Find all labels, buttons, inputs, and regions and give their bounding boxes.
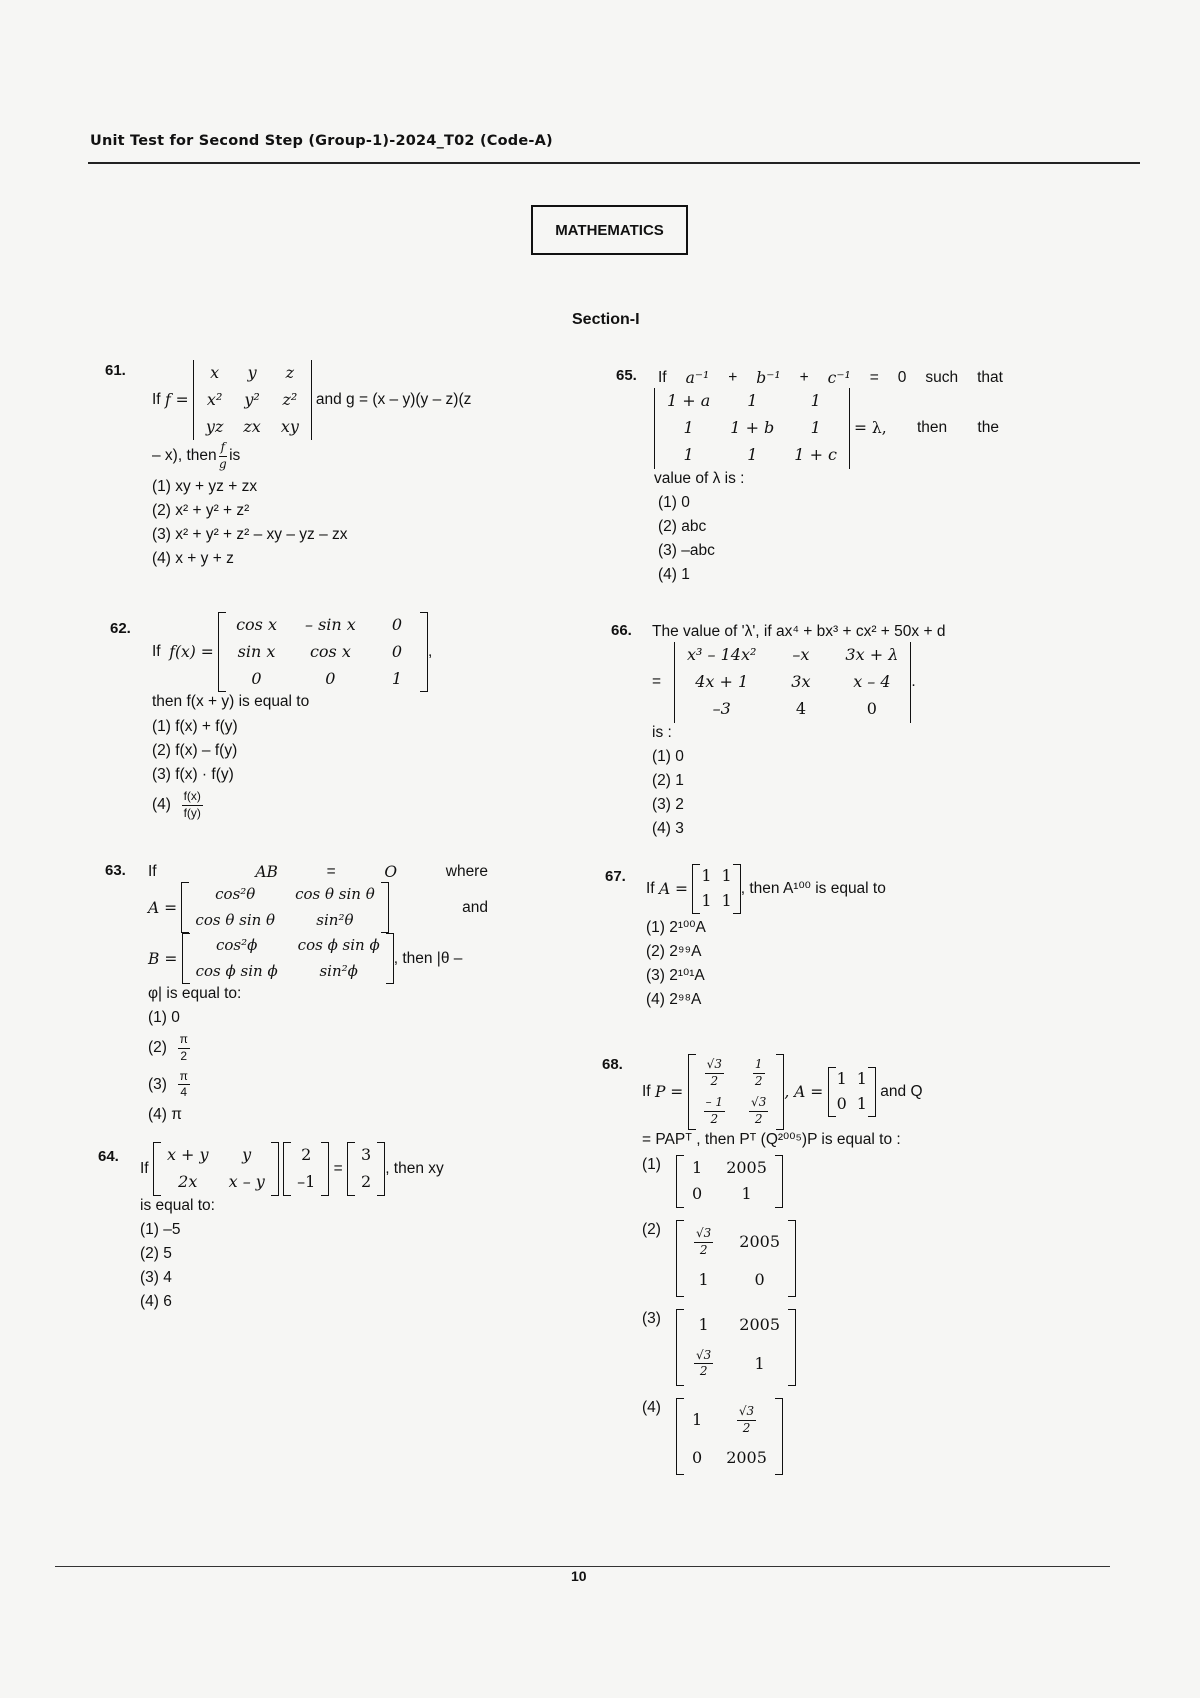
q67: If A = 1 1 1 1 , then A¹⁰⁰ is equal to (1) 2¹⁰⁰A (2) 2⁹⁹A (3) 2¹⁰¹A (4) 2⁹⁸A (646, 864, 986, 1014)
q61-g: and g = (x – y)(y – z)(z (315, 391, 472, 409)
q66: The value of 'λ', if ax⁴ + bx³ + cx² + 50x + d = x³ – 14x² –x 3x + λ 4x + 1 3x x – 4 –3 4 0 . is : (1) 0 (2) 1 (3) 2 (4) 3 (652, 622, 1012, 843)
q66-text: The value of 'λ', if ax⁴ + bx³ + cx² + 50x + d (652, 623, 946, 640)
q62-matrix: cos x – sin x 0 sin x cos x 0 0 0 1 (218, 612, 428, 692)
q68-number: 68. (602, 1056, 623, 1073)
header-rule (88, 162, 1140, 164)
q65-number: 65. (616, 367, 637, 384)
q63-number: 63. (105, 862, 126, 879)
q64-number: 64. (98, 1148, 119, 1165)
q66-number: 66. (611, 622, 632, 639)
q63-option-3: (3) $\frac{\pi}{4}$ (148, 1068, 188, 1100)
page-header: Unit Test for Second Step (Group-1)-2024_T02 (Code-A) (90, 133, 553, 149)
q63: If AB = O where A = cos²θ cos θ sin θ cos θ sin θ sin²θ and B = cos²ϕ cos ϕ sin ϕ cos ϕ sin ϕ sin²ϕ , then |θ – φ| is equal to: (1) 0 (2) $\frac{\pi}{2}$ (3) $\frac{\pi}{4}$ (4) π (148, 862, 488, 1129)
q61-f: f = (164, 391, 189, 410)
q63-option-2: (2) $\frac{\pi}{2}$ (148, 1032, 188, 1064)
q66-option-1: (1) 0 (652, 747, 684, 765)
q61-if: If (152, 391, 161, 409)
q62-option-3: (3) f(x) · f(y) (152, 765, 234, 783)
q61-then: – x), then (152, 447, 217, 465)
q67-matrix: 1 1 1 1 (692, 864, 740, 914)
q65-determinant: 1 + a 1 1 1 1 + b 1 1 1 1 + c (654, 388, 850, 468)
q66-option-4: (4) 3 (652, 820, 684, 838)
q65: If a⁻¹ + b⁻¹ + c⁻¹ = 0 such that 1 + a 1 1 1 1 + b 1 1 1 1 + c = λ, then the value of λ is : (1) 0 (2) abc (3) –abc (4) 1 (658, 368, 1003, 589)
q65-option-2: (2) abc (658, 517, 707, 535)
footer-rule (55, 1566, 1110, 1567)
q67-option-1: (1) 2¹⁰⁰A (646, 918, 706, 936)
q62-number: 62. (110, 620, 131, 637)
q64-option-3: (3) 4 (140, 1269, 172, 1287)
q62-option-4: (4) $\frac{f(x)}{f(y)}$ (152, 788, 201, 820)
q62-option-2: (2) f(x) – f(y) (152, 741, 238, 759)
q64-matrix: x + y y 2x x – y (153, 1142, 279, 1196)
page-number: 10 (571, 1568, 587, 1584)
q62-fx: f(x) = (169, 643, 214, 662)
q68-option-2: (2) $\frac{√3}{2}$ 2005 1 0 (642, 1220, 1002, 1297)
q66-option-3: (3) 2 (652, 795, 684, 813)
q64-option-2: (2) 5 (140, 1244, 172, 1262)
q63-matrix-b: cos²ϕ cos ϕ sin ϕ cos ϕ sin ϕ sin²ϕ (182, 933, 394, 984)
q63-option-4: (4) π (148, 1105, 182, 1123)
q61-fraction: $\frac{f}{g}$ (219, 440, 227, 471)
q68: If P = $\frac{√3}{2}$ $\frac{1}{2}$ $\frac{- 1}{2}$ $\frac{√3}{2}$ , A = 1 1 0 1 and Q = PAPᵀ , then Pᵀ (Q²⁰⁰⁵)P is equal to : (1) 1 2005 0 1 (2) $\frac{√3}{2}$ 2005 1 0 (3) 1 2005 $\frac{√3}{2}$ 1 (4) 1 $\frac{√3}{2}$ 0 2005 (642, 1054, 1002, 1475)
q67-number: 67. (605, 868, 626, 885)
q64-result: 3 2 (347, 1142, 385, 1196)
q67-option-2: (2) 2⁹⁹A (646, 942, 702, 960)
section-title: Section-I (572, 311, 640, 328)
q64-option-1: (1) –5 (140, 1220, 181, 1238)
q66-determinant: x³ – 14x² –x 3x + λ 4x + 1 3x x – 4 –3 4 0 (674, 642, 911, 722)
q67-option-3: (3) 2¹⁰¹A (646, 966, 705, 984)
q61-option-2: (2) x² + y² + z² (152, 501, 250, 519)
q64: If x + y y 2x x – y 2 –1 = 3 2 , then xy is equal to: (1) –5 (2) 5 (3) 4 (4) 6 (140, 1142, 540, 1316)
q61-option-4: (4) x + y + z (152, 550, 234, 567)
q68-option-3: (3) 1 2005 $\frac{√3}{2}$ 1 (642, 1309, 1002, 1386)
q63-matrix-a: cos²θ cos θ sin θ cos θ sin θ sin²θ (181, 882, 388, 933)
q68-option-4: (4) 1 $\frac{√3}{2}$ 0 2005 (642, 1398, 1002, 1475)
q67-option-4: (4) 2⁹⁸A (646, 991, 702, 1009)
q68-matrix-a: 1 1 0 1 (828, 1067, 876, 1117)
q68-option-1: (1) 1 2005 0 1 (642, 1155, 1002, 1209)
q61: If f = x y z x² y² z² yz zx xy and g = (x – y)(y – z)(z – x), then $\frac{f}{g}$ is (1) xy + yz + zx (2) x² + y² + z² (3) x² + y² + z² – xy – yz – zx (4) x + y + z (152, 360, 532, 573)
q62-option-1: (1) f(x) + f(y) (152, 717, 238, 735)
q61-determinant: x y z x² y² z² yz zx xy (193, 360, 312, 440)
q65-option-1: (1) 0 (658, 493, 690, 511)
q65-option-3: (3) –abc (658, 541, 715, 559)
q61-option-1: (1) xy + yz + zx (152, 477, 258, 495)
q64-option-4: (4) 6 (140, 1293, 172, 1311)
q61-option-3: (3) x² + y² + z² – xy – yz – zx (152, 525, 348, 543)
subject-box: MATHEMATICS (531, 205, 688, 255)
q63-option-1: (1) 0 (148, 1009, 180, 1027)
q61-number: 61. (105, 362, 126, 379)
q66-option-2: (2) 1 (652, 771, 684, 789)
q65-option-4: (4) 1 (658, 566, 690, 584)
q62-then: then f(x + y) is equal to (152, 693, 310, 711)
q68-matrix-p: $\frac{√3}{2}$ $\frac{1}{2}$ $\frac{- 1}{2}$ $\frac{√3}{2}$ (688, 1054, 785, 1130)
q64-vector: 2 –1 (283, 1142, 329, 1196)
q62: If f(x) = cos x – sin x 0 sin x cos x 0 0 0 1 , then f(x + y) is equal to (1) f(x) + f(y) (2) f(x) – f(y) (3) f(x) · f(y) (4) $\frac{f(x)}{f(y)}$ (152, 612, 552, 825)
